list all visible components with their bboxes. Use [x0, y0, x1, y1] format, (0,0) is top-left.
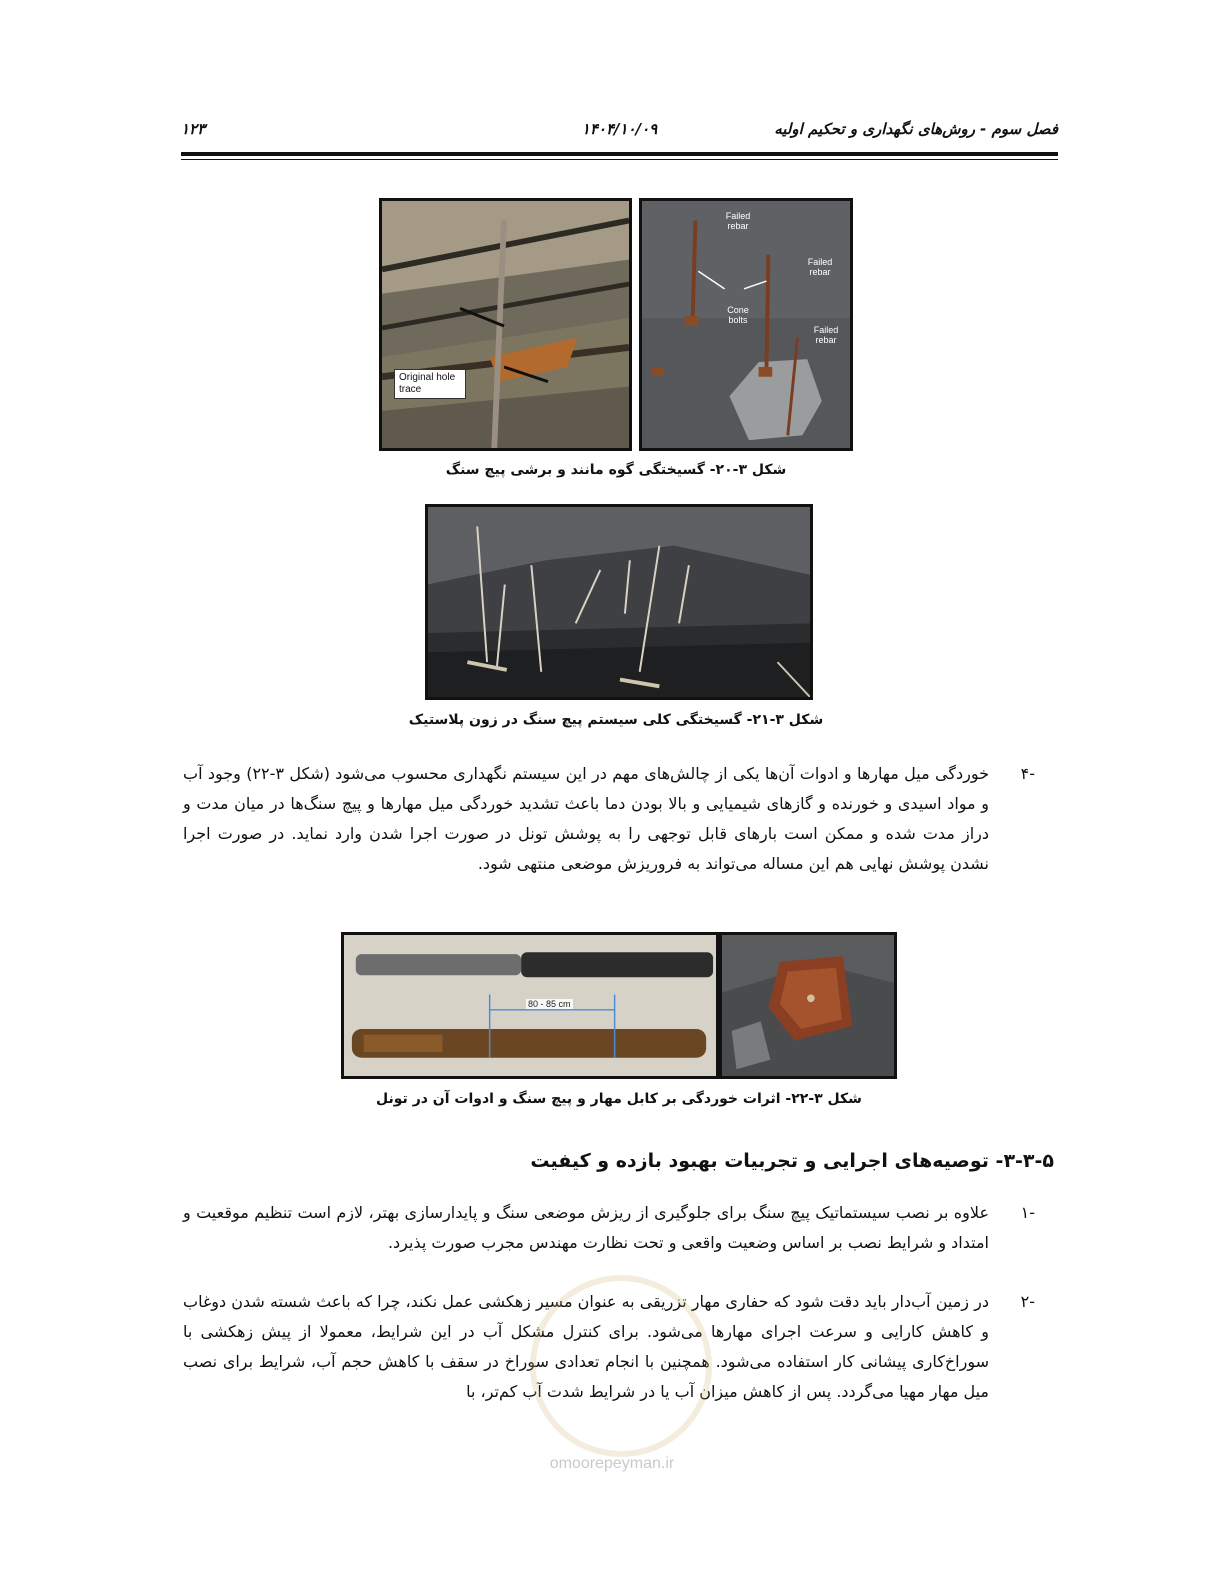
page-number: ۱۲۳	[181, 120, 206, 138]
figure-22-caption: شکل ۳-۲۲- اثرات خوردگی بر کابل مهار و پیچ سنگ و ادوات آن در تونل	[376, 1091, 862, 1107]
section-heading: ۳-۳-۵- توصیه‌های اجرایی و تجربیات بهبود بازده و کیفیت	[530, 1150, 1054, 1172]
failed-rebar-label-2: Failed rebar	[807, 257, 833, 277]
item-2-text: در زمین آب‌دار باید دقت شود که حفاری مهار تزریقی به عنوان مسیر زهکشی عمل نکند، چرا که باعث شسته شدن دوغاب و کاهش کارایی و سرعت اجرای مهارها می‌شود. برای کنترل مشکل آب در این شرایط، معمولا از پیش زهکشی با سوراخ‌کاری پیشانی کار استفاده می‌شود. همچنین با انجام تعدادی سوراخ در سقف با کاهش حجم آب، شرایط برای نصب میل مهار مهیا می‌گردد. پس از کاهش میزان آب یا در شرایط شدت آب کم‌تر، با	[183, 1292, 989, 1401]
figure-22-right-photo	[719, 932, 897, 1079]
item-1-text: علاوه بر نصب سیستماتیک پیچ سنگ برای جلوگیری از ریزش موضعی سنگ و پایدارسازی بهتر، لازم است تنظیم موقعیت و امتداد و شرایط نصب بر اساس وضعیت واقعی و تحت نظارت مهندس مجرب صورت پذیرد.	[183, 1203, 989, 1252]
item-4-text: خوردگی میل مهارها و ادوات آن‌ها یکی از چالش‌های مهم در این سیستم نگهداری محسوب می‌شود (شکل ۳-۲۲) وجود آب و مواد اسیدی و خورنده و گازهای شیمیایی و بالا بودن دما باعث تشدید خوردگی میل مهارها و پیچ سنگ‌ها در میان مدت و دراز مدت شده و ممکن است بارهای قابل توجهی را به پوشش تونل در صورت اجرا شدن وارد نماید. در صورت اجرا نشدن پوشش نهایی هم این مساله می‌تواند به فروریزش موضعی منتهی شود.	[183, 764, 989, 873]
original-hole-trace-label: Original hole trace	[394, 369, 466, 399]
page-header	[181, 120, 1058, 150]
watermark-text: omoorepeyman.ir	[549, 1455, 675, 1472]
figure-21-photo	[425, 504, 813, 700]
header-date: ۱۴۰۴/۱۰/۰۹	[581, 120, 658, 138]
figure-20-caption: شکل ۳-۲۰- گسیختگی گوه مانند و برشی پیچ سنگ	[445, 462, 787, 478]
figure-20-right-photo	[639, 198, 853, 451]
watermark-seal	[530, 1275, 712, 1457]
cone-bolts-label: Cone bolts	[727, 305, 749, 325]
item-2-number: -۲	[1020, 1292, 1035, 1311]
figure-21-caption: شکل ۳-۲۱- گسیختگی کلی سیستم پیچ سنگ در زون پلاستیک	[408, 712, 824, 728]
item-1-number: -۱	[1020, 1203, 1035, 1222]
header-rule-thick	[181, 152, 1058, 156]
dimension-label: 80 - 85 cm	[528, 999, 571, 1009]
figure-22-left-photo	[341, 932, 719, 1079]
item-4-number: -۴	[1020, 764, 1035, 783]
header-rule-thin	[181, 159, 1058, 160]
failed-rebar-label-1: Failed rebar	[725, 211, 751, 231]
failed-rebar-label-3: Failed rebar	[813, 325, 839, 345]
chapter-title: فصل سوم - روش‌های نگهداری و تحکیم اولیه	[774, 120, 1058, 138]
figure-20-left-photo	[379, 198, 632, 451]
